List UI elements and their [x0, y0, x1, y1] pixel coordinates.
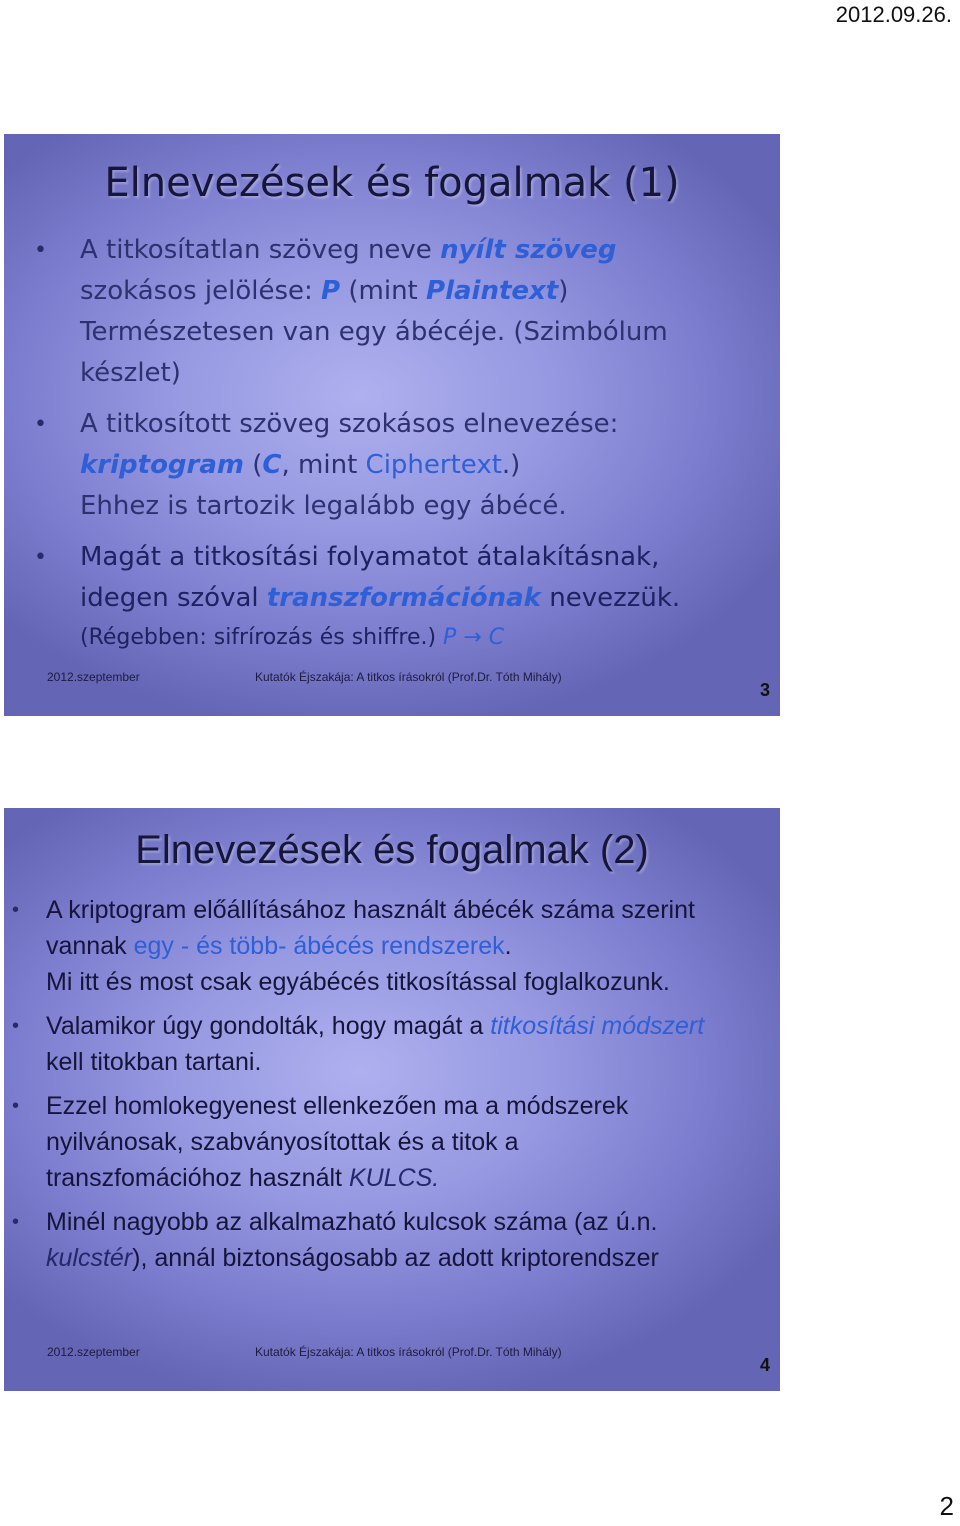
footer-date: 2012.szeptember	[47, 670, 140, 684]
bullet-icon: •	[12, 899, 20, 921]
bullet-line: nyilvánosak, szabványosítottak és a titok a	[46, 1128, 519, 1156]
bullet-item	[12, 892, 774, 1000]
bullet-line: vannak egy - és több- ábécés rendszerek.	[46, 932, 512, 960]
bullet-line: készlet)	[80, 358, 181, 388]
bullet-item	[12, 1008, 774, 1080]
bullet-icon: •	[34, 412, 47, 437]
bullet-line: A titkosítatlan szöveg neve nyílt szöveg	[80, 235, 617, 265]
bullet-icon: •	[12, 1211, 20, 1233]
slide-number: 4	[759, 1355, 770, 1375]
bullet-line: Magát a titkosítási folyamatot átalakításnak,	[80, 542, 660, 572]
bullet-line: A titkosított szöveg szokásos elnevezése:	[80, 409, 619, 439]
bullet-line: Mi itt és most csak egyábécés titkosítással foglalkozunk.	[46, 968, 670, 996]
slide-footer	[4, 670, 780, 716]
bullet-line: Ezzel homlokegyenest ellenkezően ma a módszerek	[46, 1092, 629, 1120]
bullet-line: szokásos jelölése: P (mint Plaintext)	[80, 276, 569, 306]
bullet-item	[34, 404, 754, 527]
bullet-line: kulcstér), annál biztonságosabb az adott kriptorendszer	[46, 1244, 659, 1272]
page-date: 2012.09.26.	[835, 2, 952, 27]
bullet-line: Természetesen van egy ábécéje. (Szimbólum	[80, 317, 668, 347]
bullet-icon: •	[34, 545, 47, 570]
bullet-line: (Régebben: sifrírozás és shiffre.) P → C	[80, 625, 505, 650]
bullet-item	[34, 230, 754, 394]
bullet-line: transzfomációhoz használt KULCS.	[46, 1164, 440, 1192]
footer-caption: Kutatók Éjszakája: A titkos írásokról (Prof.Dr. Tóth Mihály)	[255, 670, 562, 684]
page-number: 2	[939, 1491, 954, 1521]
bullet-item	[34, 537, 754, 657]
bullet-list	[12, 892, 774, 1284]
slide-3	[4, 134, 780, 716]
bullet-line: Ehhez is tartozik legalább egy ábécé.	[80, 491, 567, 521]
footer-caption: Kutatók Éjszakája: A titkos írásokról (Prof.Dr. Tóth Mihály)	[255, 1345, 562, 1359]
bullet-icon: •	[12, 1095, 20, 1117]
bullet-line: kriptogram (C, mint Ciphertext.)	[80, 450, 521, 480]
bullet-line: Minél nagyobb az alkalmazható kulcsok száma (az ú.n.	[46, 1208, 658, 1236]
bullet-line: A kriptogram előállításához használt ábécék száma szerint	[46, 896, 695, 924]
bullet-list	[34, 230, 754, 667]
bullet-line: Valamikor úgy gondolták, hogy magát a titkosítási módszert	[46, 1012, 705, 1040]
bullet-line: idegen szóval transzformációnak nevezzük.	[80, 583, 681, 613]
bullet-item	[12, 1088, 774, 1196]
bullet-icon: •	[34, 238, 47, 263]
slide-footer	[4, 1345, 780, 1391]
footer-date: 2012.szeptember	[47, 1345, 140, 1359]
slide-4	[4, 808, 780, 1391]
bullet-icon: •	[12, 1015, 20, 1037]
slide-number: 3	[759, 680, 770, 700]
bullet-item	[12, 1204, 774, 1276]
slide-title: Elnevezések és fogalmak (1)	[104, 160, 680, 206]
bullet-line: kell titokban tartani.	[46, 1048, 262, 1076]
slide-title: Elnevezések és fogalmak (2)	[135, 828, 649, 872]
